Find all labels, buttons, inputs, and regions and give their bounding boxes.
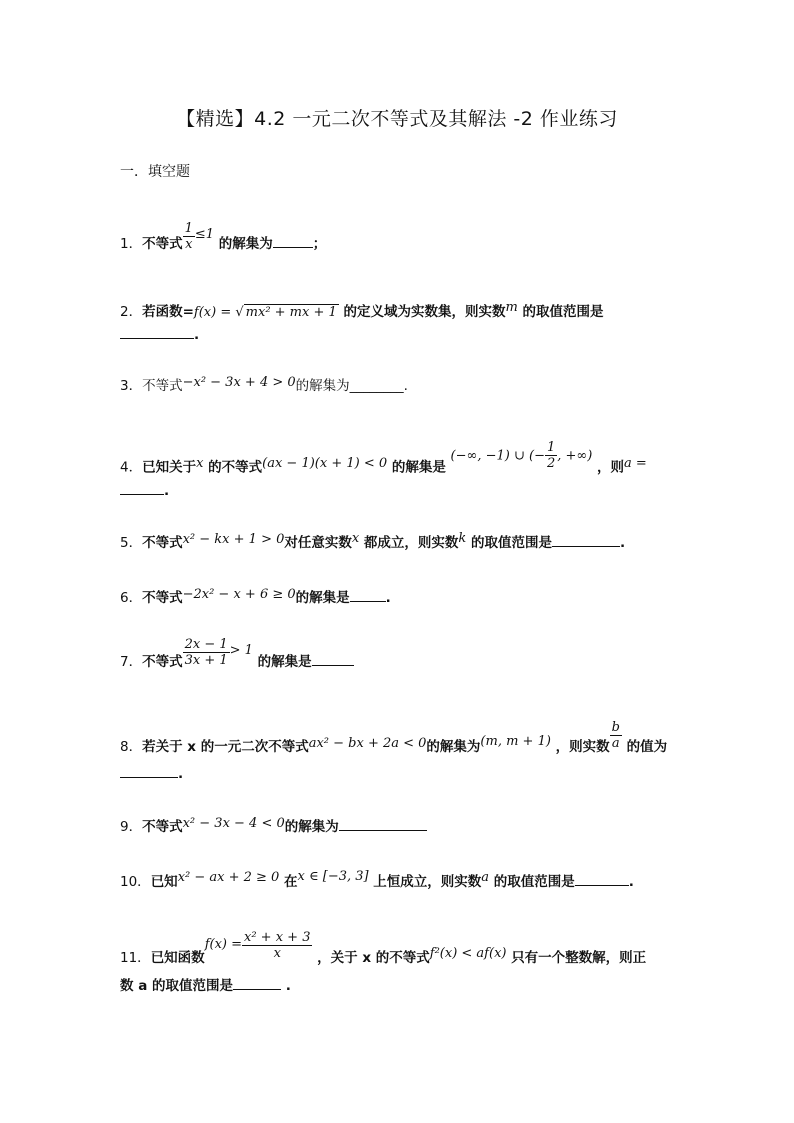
answer-blank[interactable] — [339, 818, 427, 831]
math-fraction: $\frac{1}{2}$ — [546, 440, 556, 471]
answer-blank[interactable] — [120, 326, 194, 339]
question-9: 9．不等式x² − 3x − 4 < 0的解集为 — [120, 815, 427, 835]
question-1: 1．不等式 $\frac{1}{x}$ ≤1 的解集为 ； — [120, 220, 327, 252]
question-4-answer-line: . — [120, 482, 169, 499]
question-4: 4．已知关于x 的不等式(ax − 1)(x + 1) < 0 的解集是 (−∞, −1) ∪ (− $\frac{1}{2}$ , +∞) ，则a = — [120, 440, 647, 476]
math-fraction: $\frac{1}{x}$ — [184, 220, 193, 252]
question-number: 6． — [120, 590, 143, 606]
question-6: 6．不等式−2x² − x + 6 ≥ 0的解集是 . — [120, 587, 391, 606]
answer-blank[interactable] — [120, 482, 164, 495]
answer-blank[interactable] — [552, 534, 620, 547]
math-fraction: $\frac{\text{x² + x + 3}}{x}$ — [244, 929, 311, 961]
answer-blank[interactable] — [233, 977, 281, 990]
question-number: 10． — [120, 874, 151, 890]
question-10: 10．已知x² − ax + 2 ≥ 0 在x ∈ [−3, 3] 上恒成立，则实数a 的取值范围是 . — [120, 869, 634, 890]
question-number: 9． — [120, 819, 143, 835]
question-5: 5．不等式x² − kx + 1 > 0对任意实数x 都成立，则实数k 的取值范围是 . — [120, 531, 626, 551]
question-number: 1． — [120, 236, 143, 252]
section-heading: 一．填空题 — [120, 164, 190, 180]
question-number: 11． — [120, 950, 151, 966]
question-3: 3．不等式−x² − 3x + 4 > 0的解集为________. — [120, 375, 408, 394]
question-8: 8．若关于 x 的一元二次不等式ax² − bx + 2a < 0的解集为(m, m + 1) ，则实数 $\frac{b}{a}$ 的值为 — [120, 719, 668, 755]
math-fraction: $\frac{2x - 1}{3x + 1}$ — [184, 636, 228, 668]
question-2: 2．若函数=f(x) = √ mx² + mx + 1 的定义域为实数集，则实数m 的取值范围是 — [120, 300, 604, 320]
question-11: 11．已知函数f(x) = $\frac{\text{x² + x + 3}}{x}$ ，关于 x 的不等式f²(x) < af(x) 只有一个整数解，则正 — [120, 929, 647, 966]
question-11-line-2: 数 a 的取值范围是 . — [120, 978, 291, 994]
question-number: 2． — [120, 304, 143, 320]
question-number: 5． — [120, 535, 143, 551]
question-number: 7． — [120, 654, 143, 670]
answer-blank[interactable] — [575, 873, 629, 886]
answer-blank[interactable] — [312, 653, 354, 666]
answer-blank[interactable] — [350, 589, 386, 602]
question-number: 8． — [120, 739, 143, 755]
answer-blank[interactable] — [273, 235, 313, 248]
question-number: 4． — [120, 459, 143, 476]
question-8-answer-line: . — [120, 765, 183, 782]
question-7: 7．不等式 $\frac{2x - 1}{3x + 1}$ > 1 的解集是 — [120, 650, 354, 670]
question-2-answer-line: . — [120, 326, 199, 343]
page-title: 【精选】4.2 一元二次不等式及其解法 -2 作业练习 — [176, 108, 618, 130]
answer-blank[interactable] — [120, 765, 178, 778]
math-fraction: $\frac{b}{a}$ — [611, 719, 620, 751]
